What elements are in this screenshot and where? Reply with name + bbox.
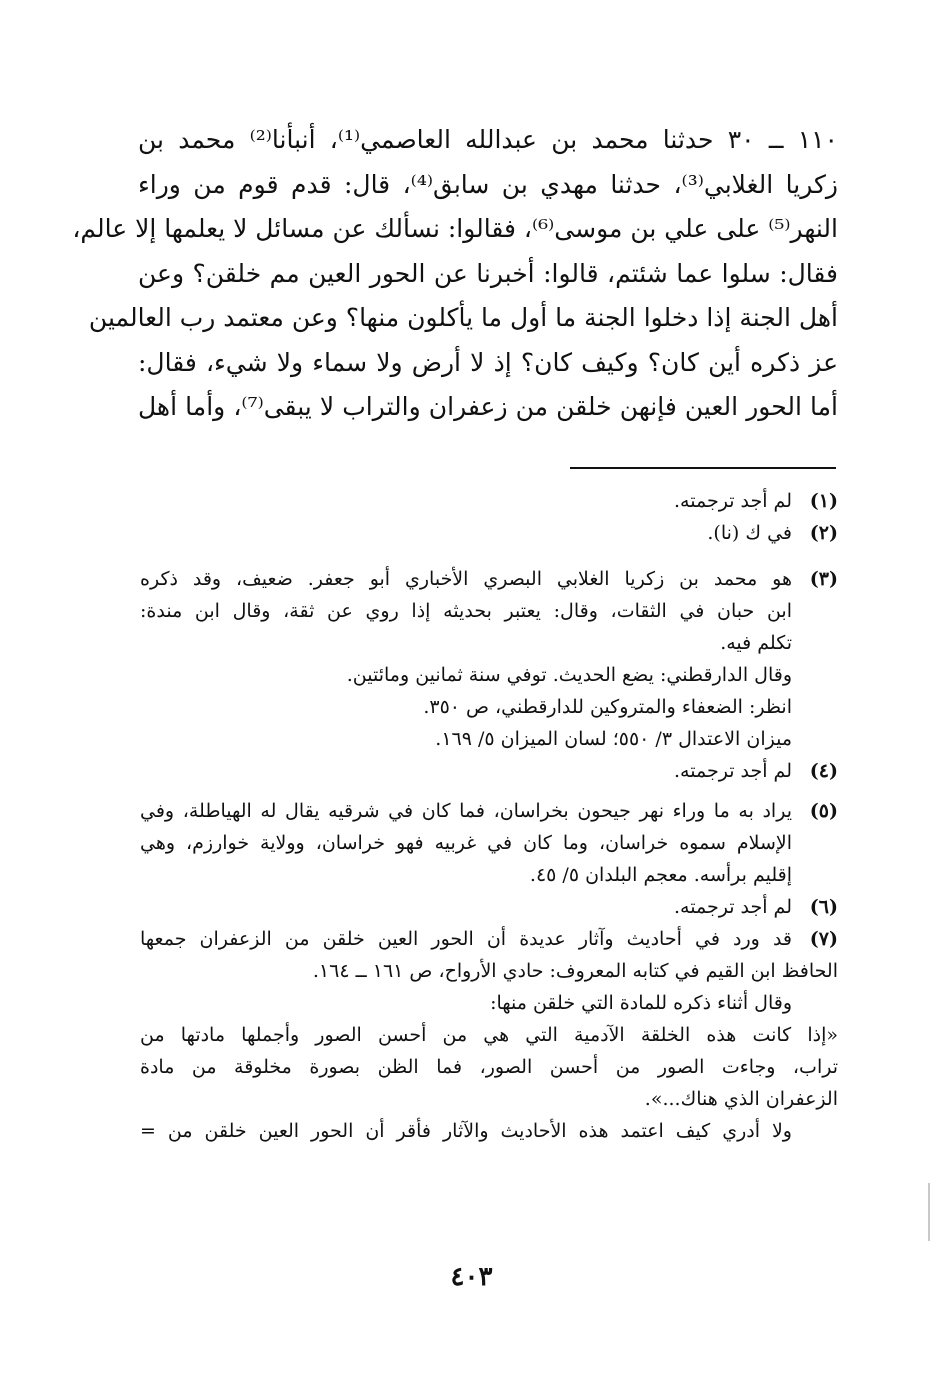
footnote-line: ابن حبان في الثقات، وقال: يعتبر بحديثه إذا روي عن ثقة، وقال ابن مندة: bbox=[140, 600, 792, 622]
footnote-line: انظر: الضعفاء والمتروكين للدارقطني، ص ٣٥٠. bbox=[423, 696, 792, 718]
body-line: أما الحور العين فإنهن خلقن من زعفران والتراب لا يبقى⁽⁷⁾، وأما أهل bbox=[138, 392, 838, 421]
footnote-5 bbox=[140, 795, 838, 891]
footnote-line: وقال أثناء ذكره للمادة التي خلقن منها: bbox=[490, 992, 792, 1014]
footnote-6 bbox=[140, 891, 838, 923]
main-body-text bbox=[72, 118, 838, 430]
footnote-4 bbox=[140, 755, 838, 787]
footnote-line: وقال الدارقطني: يضع الحديث. توفي سنة ثمانين ومائتين. bbox=[346, 664, 792, 686]
footnote-3 bbox=[140, 563, 838, 755]
footnote-number: (٧) bbox=[809, 928, 838, 950]
footnote-line: يراد به ما وراء نهر جيحون بخراسان، فما كان في شرقيه يقال له الهياطلة، وفي bbox=[140, 800, 792, 822]
footnote-line: «إذا كانت هذه الخلقة الآدمية التي هي من أحسن الصور وأجملها مادتها من bbox=[140, 1024, 838, 1046]
body-line: زكريا الغلابي⁽³⁾، حدثنا مهدي بن سابق⁽⁴⁾، قال: قدم قوم من وراء bbox=[138, 169, 838, 199]
footnote-line: الحافظ ابن القيم في كتابه المعروف: حادي الأرواح، ص ١٦١ ــ ١٦٤. bbox=[312, 960, 838, 982]
footnote-line: قد ورد في أحاديث وآثار عديدة أن الحور العين خلقن من الزعفران جمعها bbox=[140, 928, 792, 950]
footnote-separator bbox=[570, 467, 836, 469]
footnote-number: (٣) bbox=[809, 568, 838, 590]
footnote-number: (٦) bbox=[809, 896, 838, 918]
footnote-line: الإسلام سموه خراسان، وما كان في غربيه فهو خراسان، وولاية خوارزم، وهي bbox=[140, 832, 792, 854]
scan-edge-mark bbox=[928, 1183, 930, 1241]
body-line: عز ذكره أين كان؟ وكيف كان؟ إذ لا أرض ولا سماء ولا شيء، فقال: bbox=[138, 347, 838, 377]
footnote-line: لم أجد ترجمته. bbox=[674, 490, 792, 512]
footnote-line: إقليم برأسه. معجم البلدان ٥/ ٤٥. bbox=[529, 864, 792, 886]
body-line: ١١٠ ــ ٣٠ حدثنا محمد بن عبدالله العاصمي⁽¹⁾، أنبأنا⁽²⁾ محمد بن bbox=[138, 125, 838, 154]
footnote-line: لم أجد ترجمته. bbox=[674, 760, 792, 782]
footnote-line: تراب، وجاءت الصور من أحسن الصور، فما الظن بصورة مخلوقة من مادة bbox=[140, 1056, 838, 1078]
footnotes-section bbox=[140, 485, 838, 1147]
footnote-1 bbox=[140, 485, 838, 517]
page-number: ٤٠٣ bbox=[450, 1262, 493, 1292]
footnote-number: (٤) bbox=[809, 760, 838, 782]
footnote-line: الزعفران الذي هناك...». bbox=[644, 1088, 838, 1110]
footnote-2 bbox=[140, 517, 838, 549]
footnote-line: ميزان الاعتدال ٣/ ٥٥٠؛ لسان الميزان ٥/ ١٦٩. bbox=[435, 728, 792, 750]
footnote-line: لم أجد ترجمته. bbox=[674, 896, 792, 918]
body-line: النهر⁽⁵⁾ على علي بن موسى⁽⁶⁾، فقالوا: نسألك عن مسائل لا يعلمها إلا عالم، bbox=[72, 214, 838, 243]
body-line: أهل الجنة إذا دخلوا الجنة ما أول ما يأكلون منها؟ وعن معتمد رب العالمين bbox=[88, 303, 838, 332]
footnote-number: (١) bbox=[809, 490, 838, 512]
footnote-line: تكلم فيه. bbox=[720, 632, 792, 654]
body-line: فقال: سلوا عما شئتم، قالوا: أخبرنا عن الحور العين مم خلقن؟ وعن bbox=[138, 258, 838, 288]
footnote-number: (٥) bbox=[809, 800, 838, 822]
footnote-line: ولا أدري كيف اعتمد هذه الأحاديث والآثار فأقر أن الحور العين خلقن من = bbox=[140, 1120, 792, 1142]
footnote-7 bbox=[140, 923, 838, 1147]
footnote-line: في ك (نا). bbox=[707, 522, 792, 544]
footnote-line: هو محمد بن زكريا الغلابي البصري الأخباري أبو جعفر. ضعيف، وقد ذكره bbox=[140, 568, 792, 590]
footnote-number: (٢) bbox=[809, 522, 838, 544]
